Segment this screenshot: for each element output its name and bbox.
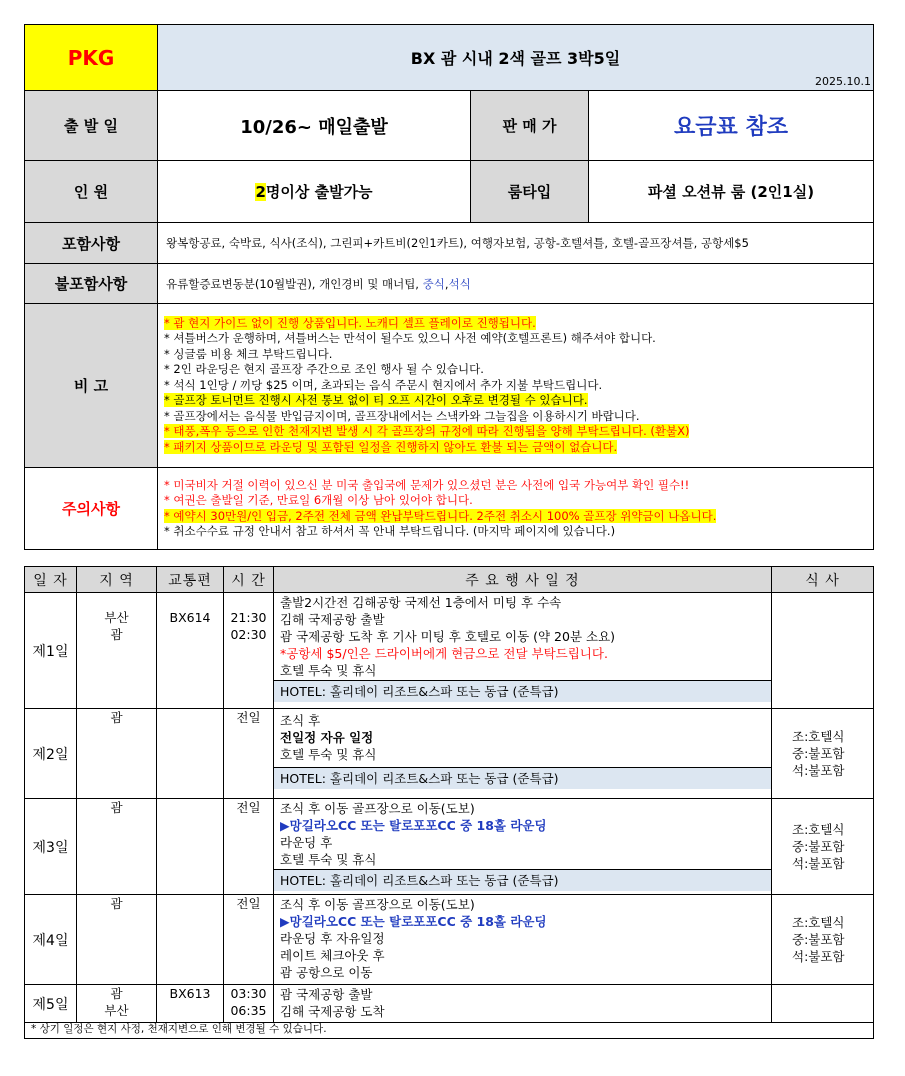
- time: 전일: [224, 799, 274, 895]
- meal: 중:불포함: [792, 746, 845, 761]
- excluded-lunch: 중식: [422, 276, 445, 291]
- table-row: [25, 593, 874, 709]
- region: 부산: [104, 1003, 129, 1018]
- remark-8: * 태풍,폭우 등으로 인한 천재지변 발생 시 각 골프장의 규정에 따라 진행됨을 양해 부탁드립니다. (환불X): [164, 424, 690, 439]
- meal: 석:불포함: [792, 856, 845, 871]
- schedule-line: 호텔 투숙 및 휴식: [280, 747, 377, 762]
- caution-4: * 취소수수료 규정 안내서 참고 하셔서 꼭 안내 부탁드립니다. (마지막 페이지에 있습니다.): [164, 524, 616, 538]
- schedule-cell: [274, 709, 772, 799]
- people-value: 명이상 출발가능: [265, 183, 373, 201]
- region: 괌: [77, 799, 157, 895]
- people-num: 2: [255, 183, 266, 201]
- schedule-line: 괌 국제공항 도착 후 기사 미팅 후 호텔로 이동 (약 20분 소요): [280, 629, 616, 644]
- schedule-line: *공항세 $5/인은 드라이버에게 현금으로 전달 부탁드립니다.: [280, 646, 608, 661]
- meal: 석:불포함: [792, 763, 845, 778]
- day-label: 제5일: [25, 985, 77, 1023]
- schedule-cell: [274, 895, 772, 985]
- room-label: 룸타입: [471, 161, 589, 223]
- schedule-line: 호텔 투숙 및 휴식: [280, 852, 377, 867]
- price-value: 요금표 참조: [589, 91, 874, 161]
- remark-2: * 셔틀버스가 운행하며, 셔틀버스는 만석이 될수도 있으니 사전 예약(호텔프론트) 해주셔야 합니다.: [164, 331, 656, 346]
- caution-1: * 미국비자 거절 이력이 있으신 분 미국 출입국에 문제가 있으셨던 분은 사전에 입국 가능여부 확인 필수!!: [164, 477, 690, 492]
- excluded-sep: ,: [444, 276, 449, 291]
- schedule-cell: [274, 593, 772, 709]
- col-meals: 식 사: [772, 567, 874, 593]
- day-label: 제4일: [25, 895, 77, 985]
- table-row: [25, 709, 874, 799]
- time-cell: [224, 985, 274, 1023]
- schedule-line: 전일정 자유 일정: [280, 730, 374, 745]
- day-label: 제2일: [25, 709, 77, 799]
- hotel-line: HOTEL: 홀리데이 리조트&스파 또는 동급 (준특급): [274, 869, 771, 891]
- schedule-line: 조식 후 이동 골프장으로 이동(도보): [280, 801, 475, 816]
- schedule-line: 레이트 체크아웃 후: [280, 948, 385, 963]
- excluded-label: 불포함사항: [25, 264, 158, 304]
- caution-label: 주의사항: [25, 468, 158, 550]
- hotel-line: HOTEL: 홀리데이 리조트&스파 또는 동급 (준특급): [274, 767, 771, 789]
- caution-list: [158, 468, 874, 550]
- region: 괌: [110, 986, 123, 1001]
- schedule-cell: [274, 799, 772, 895]
- excluded-value: 유류할증료변동분(10월발권), 개인경비 및 매너팁,: [166, 276, 423, 291]
- meal: 석:불포함: [792, 949, 845, 964]
- schedule-line: 조식 후: [280, 713, 321, 728]
- schedule-table: [24, 566, 874, 1023]
- schedule-line: ▶망길라오CC 또는 탈로포포CC 중 18홀 라운딩: [280, 818, 547, 833]
- caution-3: * 예약시 30만원/인 입금, 2주전 전체 금액 완납부탁드립니다. 2주전 취소시 100% 골프장 위약금이 나옵니다.: [164, 508, 717, 523]
- schedule-header: [25, 567, 874, 593]
- caution-2: * 여권은 출발일 기준, 만료일 6개월 이상 남아 있어야 합니다.: [164, 493, 473, 507]
- package-title: BX 괌 시내 2색 골프 3박5일: [410, 49, 621, 68]
- meals-cell: [772, 985, 874, 1023]
- col-region: 지 역: [77, 567, 157, 593]
- col-schedule: 주 요 행 사 일 정: [274, 567, 772, 593]
- footnote: * 상기 일정은 현지 사정, 천재지변으로 인해 변경될 수 있습니다.: [24, 1022, 874, 1039]
- schedule-line: ▶망길라오CC 또는 탈로포포CC 중 18홀 라운딩: [280, 914, 547, 929]
- room-value: 파셜 오션뷰 룸 (2인1실): [589, 161, 874, 223]
- pkg-badge: PKG: [25, 25, 158, 91]
- schedule-line: 김해 국제공항 출발: [280, 612, 385, 627]
- people-value-cell: [158, 161, 471, 223]
- remark-7: * 골프장에서는 음식물 반입금지이며, 골프장내에서는 스낵카와 그늘집을 이용하시기 바랍니다.: [164, 408, 640, 423]
- transport: BX613: [157, 985, 224, 1023]
- depart-value: 10/26~ 매일출발: [158, 91, 471, 161]
- remark-6: * 골프장 토너먼트 진행시 사전 통보 없이 티 오프 시간이 오후로 변경될 수 있습니다.: [164, 393, 588, 408]
- time: 전일: [224, 709, 274, 799]
- meal: 중:불포함: [792, 839, 845, 854]
- meal: 조:호텔식: [792, 915, 845, 930]
- schedule-line: 김해 국제공항 도착: [280, 1004, 385, 1019]
- transport: [157, 709, 224, 799]
- time: 03:30: [230, 986, 267, 1001]
- table-row: [25, 799, 874, 895]
- table-row: [25, 895, 874, 985]
- region: 괌: [77, 709, 157, 799]
- people-label: 인 원: [25, 161, 158, 223]
- transport: [157, 799, 224, 895]
- transport: BX614: [157, 593, 224, 709]
- region: 부산: [104, 610, 129, 625]
- schedule-line: 라운딩 후: [280, 835, 333, 850]
- time-cell: [224, 593, 274, 709]
- excluded-dinner: 석식: [448, 276, 471, 291]
- day-label: 제1일: [25, 593, 77, 709]
- col-time: 시 간: [224, 567, 274, 593]
- package-title-cell: [158, 25, 874, 91]
- included-label: 포함사항: [25, 223, 158, 264]
- schedule-cell: [274, 985, 772, 1023]
- remark-3: * 싱글룸 비용 체크 부탁드립니다.: [164, 346, 333, 361]
- meals-cell: [772, 709, 874, 799]
- hotel-line: HOTEL: 홀리데이 리조트&스파 또는 동급 (준특급): [274, 680, 771, 702]
- schedule-line: 호텔 투숙 및 휴식: [280, 663, 377, 678]
- col-day: 일 자: [25, 567, 77, 593]
- meal: 조:호텔식: [792, 822, 845, 837]
- price-label: 판 매 가: [471, 91, 589, 161]
- schedule-line: 괌 국제공항 출발: [280, 987, 373, 1002]
- region: 괌: [77, 895, 157, 985]
- day-label: 제3일: [25, 799, 77, 895]
- meals-cell: [772, 895, 874, 985]
- region-cell: [77, 985, 157, 1023]
- schedule-line: 괌 공항으로 이동: [280, 965, 373, 980]
- time: 02:30: [230, 627, 267, 642]
- transport: [157, 895, 224, 985]
- region-cell: [77, 593, 157, 709]
- meals-cell: [772, 799, 874, 895]
- time: 06:35: [230, 1003, 267, 1018]
- depart-label: 출 발 일: [25, 91, 158, 161]
- meals-cell: [772, 593, 874, 709]
- remark-4: * 2인 라운딩은 현지 골프장 주간으로 조인 행사 될 수 있습니다.: [164, 362, 484, 377]
- time: 21:30: [230, 610, 267, 625]
- remark-9: * 패키지 상품이므로 라운딩 및 포함된 일정을 진행하지 않아도 환불 되는 금액이 없습니다.: [164, 439, 618, 454]
- included-value: 왕복항공료, 숙박료, 식사(조식), 그린피+카트비(2인1카트), 여행자보험, 공항-호텔셔틀, 호텔-골프장셔틀, 공항세$5: [158, 223, 874, 264]
- meal: 중:불포함: [792, 932, 845, 947]
- table-row: [25, 985, 874, 1023]
- schedule-line: 조식 후 이동 골프장으로 이동(도보): [280, 897, 475, 912]
- info-table: [24, 24, 874, 550]
- remarks-list: [158, 304, 874, 468]
- excluded-value-cell: [158, 264, 874, 304]
- col-transport: 교통편: [157, 567, 224, 593]
- schedule-line: 라운딩 후 자유일정: [280, 931, 385, 946]
- remark-1: * 괌 현지 가이드 없이 진행 상품입니다. 노캐디 셀프 플레이로 진행됩니다.: [164, 315, 536, 330]
- doc-date: 2025.10.1: [815, 75, 871, 88]
- time: 전일: [224, 895, 274, 985]
- region: 괌: [110, 627, 123, 642]
- remarks-label: 비 고: [25, 304, 158, 468]
- remark-5: * 석식 1인당 / 끼당 $25 이며, 초과되는 음식 주문시 현지에서 추가 지불 부탁드립니다.: [164, 377, 603, 392]
- schedule-line: 출발2시간전 김해공항 국제선 1층에서 미팅 후 수속: [280, 595, 562, 610]
- meal: 조:호텔식: [792, 729, 845, 744]
